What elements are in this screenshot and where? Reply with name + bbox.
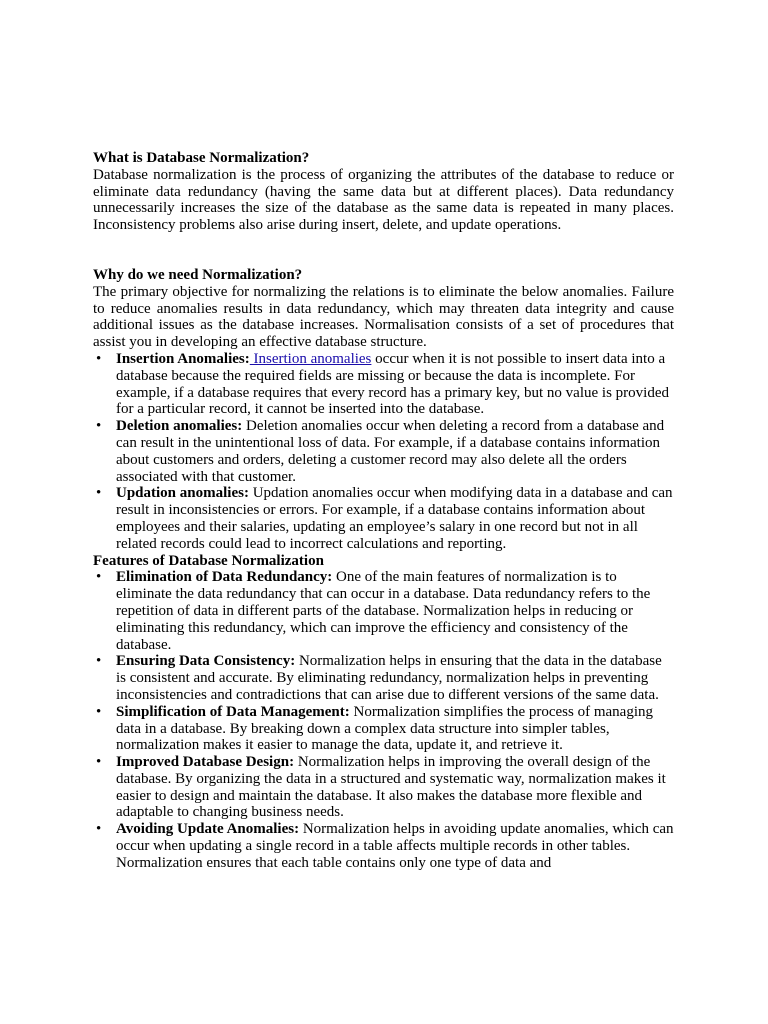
list-item-term: Simplification of Data Management: bbox=[116, 703, 350, 720]
list-item-improved-design bbox=[116, 754, 674, 821]
list-item-elimination bbox=[116, 569, 674, 653]
list-item-text: One of the main features of normalization is to eliminate the data redundancy that can occur in a database. Data redundancy refers to the repetition of data in different parts of the database. Normalization helps in reducing or eliminating this redundancy, which can improve the efficiency and consistency of the database. bbox=[116, 569, 651, 653]
list-item-updation bbox=[116, 485, 674, 552]
list-item-term: Insertion Anomalies: bbox=[116, 350, 250, 367]
section-paragraph-why-normalization: The primary objective for normalizing the relations is to eliminate the below anomalies. Failure to reduce anomalies results in data redundancy, which may threaten data integrity and cause additional issues as the database increases. Normalisation consists of a set of procedures that assist you in developing an effective database structure. bbox=[93, 283, 674, 351]
spacer bbox=[93, 234, 674, 267]
list-item-term: Ensuring Data Consistency: bbox=[116, 653, 296, 670]
list-item-insertion bbox=[116, 351, 674, 418]
list-item-text: Normalization helps in ensuring that the data in the database is consistent and accurate. By eliminating redundancy, normalization helps in preventing inconsistencies and contradictions that can arise due to different versions of the same data. bbox=[116, 653, 662, 703]
list-item-term: Improved Database Design: bbox=[116, 754, 295, 771]
section-heading-why-normalization: Why do we need Normalization? bbox=[93, 266, 303, 283]
list-item-text: occur when it is not possible to insert data into a database because the required fields are missing or because the data is incomplete. For example, if a database requires that every record has a primary key, but no value is provided for a particular record, it cannot be inserted into the database. bbox=[116, 350, 669, 418]
list-item-text: Deletion anomalies occur when deleting a record from a database and can result in the unintentional loss of data. For example, if a database contains information about customers and orders, deleting a customer record may also delete all the orders associated with that customer. bbox=[116, 418, 665, 485]
list-item-simplification bbox=[116, 704, 674, 754]
section-paragraph-what-is: Database normalization is the process of organizing the attributes of the database to reduce or eliminate data redundancy (having the same data but at different places). Data redundancy unnecessarily increases the size of the database as the same data is repeated in many places. Inconsistency problems also arise during insert, delete, and update operations. bbox=[93, 166, 674, 234]
list-item-avoiding-update bbox=[116, 821, 674, 871]
list-item-term: Deletion anomalies: bbox=[116, 418, 243, 435]
list-item-term: Elimination of Data Redundancy: bbox=[116, 569, 333, 586]
list-item-term: Avoiding Update Anomalies: bbox=[116, 821, 300, 838]
list-item-deletion bbox=[116, 418, 674, 485]
features-list bbox=[93, 569, 674, 871]
anomalies-list bbox=[93, 351, 674, 553]
list-item-text: Normalization helps in improving the overall design of the database. By organizing the data in a structured and systematic way, normalization makes it easier to design and maintain the database. It also makes the database more flexible and adaptable to changing business needs. bbox=[116, 754, 666, 821]
list-item-term: Updation anomalies: bbox=[116, 485, 249, 502]
list-item-text: Normalization simplifies the process of managing data in a database. By breaking down a complex data structure into simpler tables, normalization makes it easier to manage the data, update it, and retrieve it. bbox=[116, 703, 653, 754]
list-item-text: Normalization helps in avoiding update anomalies, which can occur when updating a single record in a table affects multiple records in other tables. Normalization ensures that each table contains only one type of data and bbox=[116, 821, 674, 871]
list-item-text: Updation anomalies occur when modifying data in a database and can result in inconsistencies or errors. For example, if a database contains information about employees and their salaries, updating an employee’s salary in one record but not in all related records could lead to incorrect calculations and reporting. bbox=[116, 485, 673, 552]
section-heading-features: Features of Database Normalization bbox=[93, 552, 324, 569]
section-heading-what-is: What is Database Normalization? bbox=[93, 150, 310, 166]
list-item-consistency bbox=[116, 653, 674, 703]
insertion-anomalies-link[interactable]: Insertion anomalies bbox=[249, 350, 372, 367]
document-page bbox=[93, 150, 674, 872]
